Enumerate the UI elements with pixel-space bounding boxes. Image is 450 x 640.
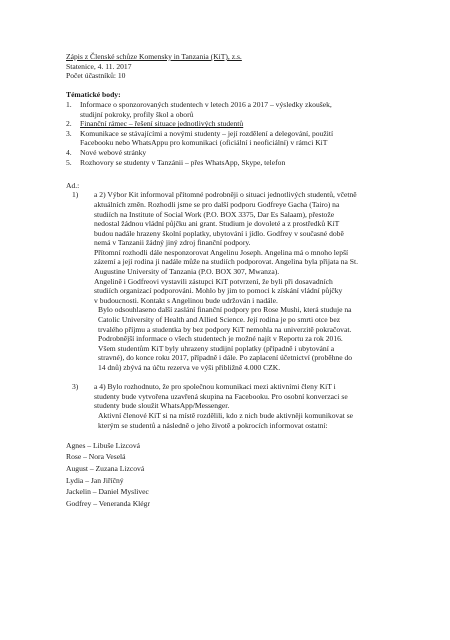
topic-number: 5. <box>66 157 72 167</box>
paragraph-line: kterým se studentů a následně o jeho životě a pokrocích informovat ostatní: <box>98 420 328 430</box>
topic-line: Komunikace se stávajícími a novými studenty – její rozdělení a delegování, použití <box>80 128 334 138</box>
student-member-pair: Rose – Nora Veselá <box>66 452 126 462</box>
paragraph-line: studiích na Institute of Social Work (P.O. BOX 3375, Dar Es Salaam), přestože <box>94 209 335 219</box>
student-member-pair: Agnes – Libuše Lizcová <box>66 440 141 450</box>
topic-line: Nové webové stránky <box>80 147 147 157</box>
place-date: Statenice, 4. 11. 2017 <box>66 61 132 71</box>
paragraph-2-body <box>94 382 430 430</box>
topics-list <box>66 100 430 167</box>
topic-line: studijní pokroky, profily škol a oborů <box>80 109 194 119</box>
paragraph-line: Aktivní členové KiT si na místě rozdělili, kdo z nich bude aktivněji komunikovat se <box>98 410 354 420</box>
student-member-pairs <box>66 440 430 510</box>
paragraph-line: stravné), do konce roku 2017, případně i dále. Po zaplacení účetnictví (proběhne do <box>98 353 353 363</box>
student-member-pair: August – Zuzana Lizcová <box>66 463 145 473</box>
topic-number: 2. <box>66 119 72 129</box>
topic-line: Finanční rámec – řešení situace jednotlivých studentů <box>80 119 244 129</box>
spacer <box>66 167 430 177</box>
topic-item-1 <box>66 100 430 119</box>
topic-item-4 <box>66 148 430 158</box>
topic-line: Rozhovory se studenty v Tanzánii – přes WhatsApp, Skype, telefon <box>80 157 286 167</box>
paragraph-number: 1) <box>72 190 79 200</box>
paragraph-1-body <box>94 190 430 372</box>
paragraph-line: budou nadále hrazeny školní poplatky, ubytování i jídlo. Godfrey v současné době <box>94 228 344 238</box>
spacer <box>66 373 430 383</box>
paragraph-line: Bylo odsouhlaseno další zaslání finanční podpory pro Rose Mushi, která studuje na <box>98 305 352 315</box>
document-title: Zápis z Členské schůze Komensky in Tanzania (KiT), z.s. <box>66 52 242 61</box>
paragraph-line: aktuálních změn. Rozhodli jsme se pro další podporu Godfreye Gacha (Tairo) na <box>94 199 340 209</box>
paragraph-line: zázemí a její rodina ji nadále může na studiích podporovat. Angelina byla přijata na St. <box>94 257 359 267</box>
paragraph-line: a 2) Výbor Kit informoval přítomné podrobněji o situaci jednotlivých studentů, včetně <box>94 190 357 200</box>
paragraph-line: a 4) Bylo rozhodnuto, že pro společnou komunikaci mezi aktivními členy KiT i <box>94 382 336 392</box>
student-member-pair: Godfrey – Veneranda Klégr <box>66 498 150 508</box>
topic-item-3 <box>66 129 430 148</box>
ad-paragraph-1 <box>66 190 430 372</box>
paragraph-line: Angelině i Godfreovi vystavili zástupci KiT potvrzení, že byli při dosavadních <box>94 276 333 286</box>
paragraph-line: nemá v Tanzanii žádný jiný zdroj finanční podpory. <box>94 238 251 248</box>
spacer <box>66 430 430 440</box>
student-member-pair: Lydia – Jan Jiříčný <box>66 475 124 485</box>
paragraph-line: studenty bude sloužit WhatsApp/Messenger. <box>94 401 230 411</box>
student-member-pair: Jackelin – Daniel Myslivec <box>66 487 149 497</box>
paragraph-line: trvalého příjmu a studentka by bez podpory KiT nemohla na univerzitě pokračovat. <box>98 324 352 334</box>
paragraph-line: v budoucnosti. Kontakt s Angelinou bude udržován i nadále. <box>94 295 278 305</box>
topic-number: 1. <box>66 99 72 109</box>
topic-number: 4. <box>66 147 72 157</box>
topic-item-5 <box>66 158 430 168</box>
paragraph-line: Všem studentům KiT byly uhrazeny studijní poplatky (případně i ubytování a <box>98 343 335 353</box>
paragraph-line: studiích organizací podporováni. Mohlo by jim to pomoci k získání vládní půjčky <box>94 286 343 296</box>
topic-item-2 <box>66 119 430 129</box>
paragraph-line: 14 dnů) zbývá na účtu rezerva ve výši přibližně 4.000 CZK. <box>98 363 281 372</box>
attendance-count: Počet účastníků: 10 <box>66 71 126 81</box>
paragraph-line: Catolic University of Health and Allied Science. Její rodina je po smrti otce bez <box>98 315 341 325</box>
paragraph-line: nedostal žádnou vládní půjčku ani grant. Studium je dovoleté a z prostředků KiT <box>94 219 340 229</box>
topic-number: 3. <box>66 128 72 138</box>
ad-paragraph-2 <box>66 382 430 430</box>
topics-heading: Tématické body: <box>66 90 121 100</box>
paragraph-line: Augustine University of Tanzania (P.O. BOX 307, Mwanza). <box>94 267 280 277</box>
paragraph-line: studenty bude vytvořena uzavřená skupina na Facebooku. Pro osobní konverzaci se <box>94 391 348 401</box>
topic-line: Facebooku nebo WhatsAppu pro komunikaci (oficiální i neoficiální) v rámci KiT <box>80 138 328 148</box>
paragraph-line: Podrobnější informace o všech studentech je možné najít v Reportu za rok 2016. <box>98 334 343 344</box>
spacer <box>66 81 430 91</box>
ad-heading: Ad.: <box>66 180 80 190</box>
paragraph-line: Přítomní rozhodli dále nesponzorovat Angelinu Joseph. Angelina má o mnoho lepší <box>94 247 349 257</box>
paragraph-number: 3) <box>72 382 79 392</box>
topic-line: Informace o sponzorovaných studentech v letech 2016 a 2017 – výsledky zkoušek, <box>80 99 332 109</box>
